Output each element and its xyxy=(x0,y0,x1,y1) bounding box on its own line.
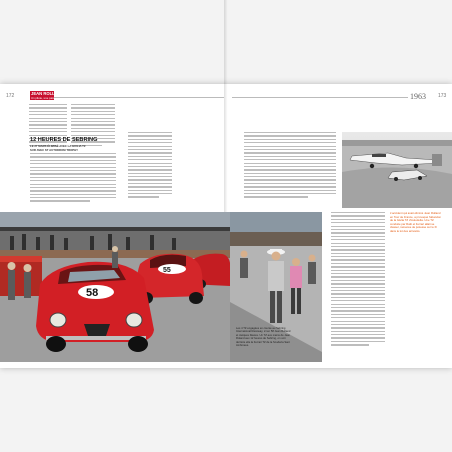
section-subheading-2: SUR AVEC ST AUTODROM TROPHY xyxy=(30,148,79,152)
car-number-second: 55 xyxy=(163,267,171,274)
text-column-4 xyxy=(128,132,172,200)
race-photo xyxy=(0,212,230,362)
airfield-illustration xyxy=(342,132,452,208)
car-front xyxy=(36,262,154,352)
brand-subtitle: Un pilote, une passion xyxy=(31,96,59,100)
section-subheading-1: LE 27 MARS ÉLIMINÉ AVEC LA GIULIA TZ xyxy=(30,144,86,148)
header-rule-left xyxy=(54,97,224,98)
car-number-front: 58 xyxy=(86,287,99,299)
airfield-photo xyxy=(342,132,452,208)
page-number-left: 172 xyxy=(6,93,15,99)
race-illustration xyxy=(0,212,230,362)
orange-sidebar-note: L'accident qui avait éliminé Jean Rolland en Tour de France, a provoqué l'abandon de la Giulia TZ d'Autodelta. Une TZ conduite par Ratti et Ferrari allait se classer, ramenée de justesse sur le fil dans le lot des arrivants. xyxy=(390,211,442,233)
text-column-3 xyxy=(30,153,116,204)
header-rule-right xyxy=(232,97,408,98)
year-label: 1963 xyxy=(410,92,426,101)
text-column-5 xyxy=(244,132,336,200)
text-column-6 xyxy=(331,212,385,348)
brand-title: JEAN ROLLAND xyxy=(31,91,64,96)
page-number-right: 173 xyxy=(438,93,447,99)
section-heading: 12 HEURES DE SEBRING xyxy=(30,137,98,143)
photo-caption: Les 4 TZ engagées en course au Sebring International Raceway, ici en 58 Jean Rolland et Jacques Dewes. Un TZ aux mains de Jean Roland aux 12 heures de Sebring, on voit derrière elle la Ferrari TZ de la Scuderia Sant Ambroeus. xyxy=(236,327,291,348)
